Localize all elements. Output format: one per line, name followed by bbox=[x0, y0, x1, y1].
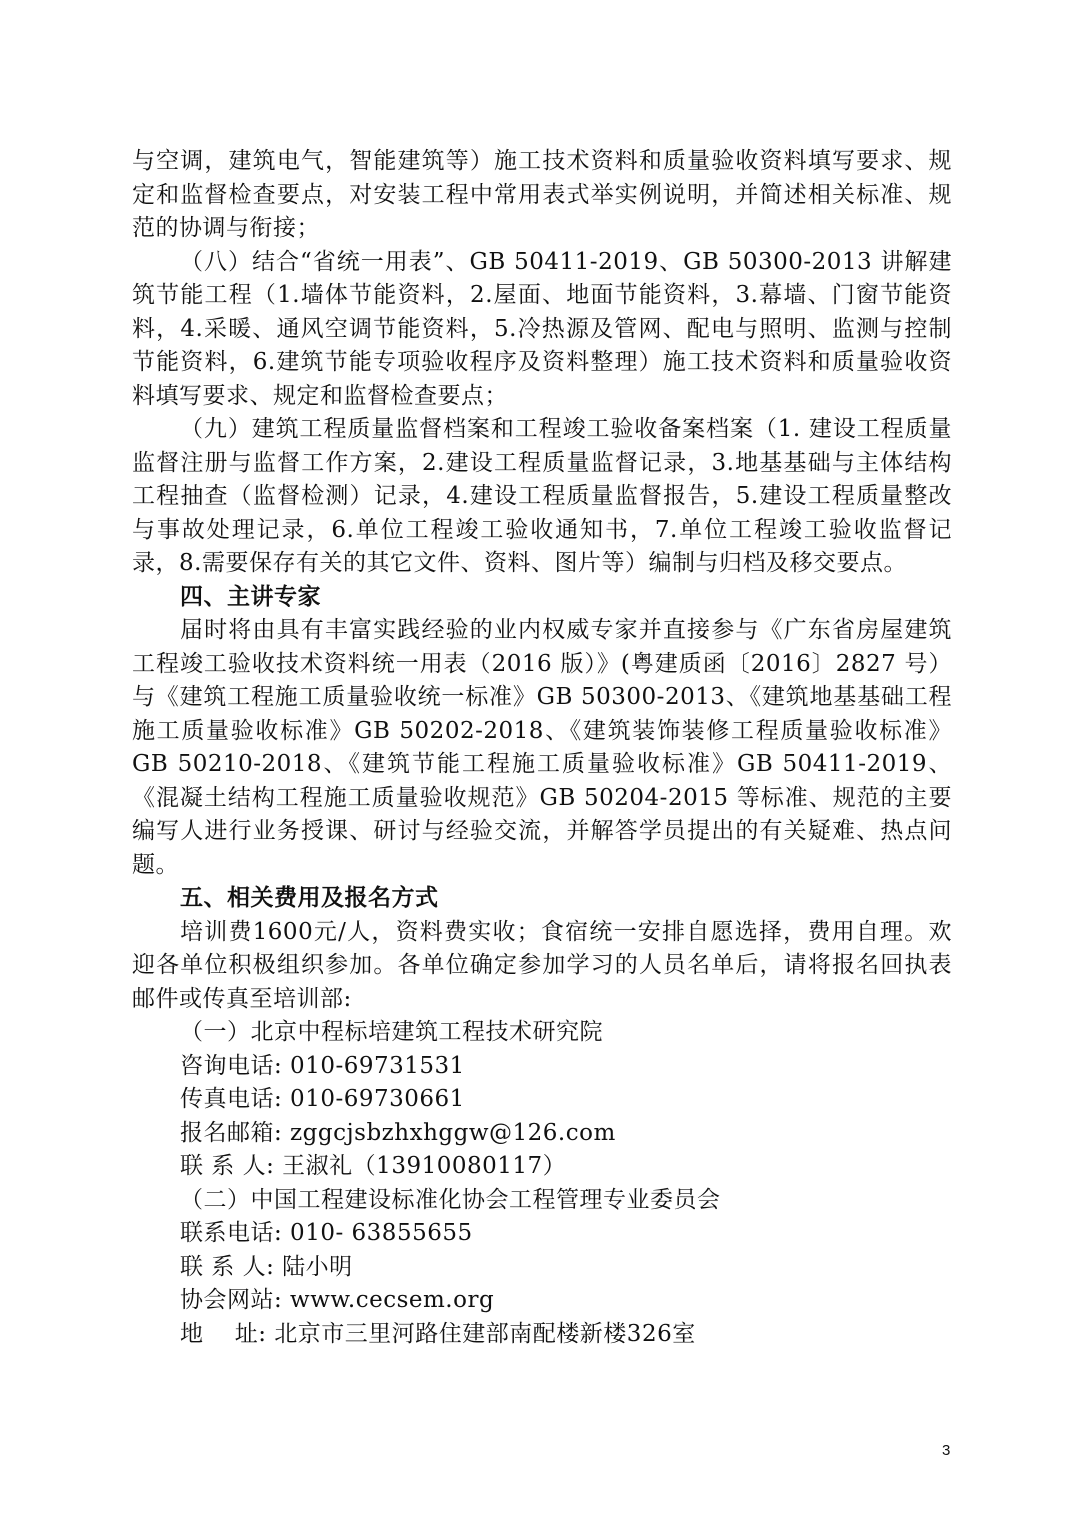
contact-website: 协会网站: www.cecsem.org bbox=[180, 1287, 495, 1313]
contact-email-one: 报名邮箱: zggcjsbzhxhggw@126.com bbox=[180, 1119, 616, 1146]
contact-address: 地 址: 北京市三里河路住建部南配楼新楼326室 bbox=[180, 1320, 696, 1347]
contact-org-one: （一）北京中程标培建筑工程技术研究院 bbox=[180, 1019, 603, 1045]
paragraph-installation-continuation: 与空调，建筑电气，智能建筑等）施工技术资料和质量验收资料填写要求、规定和监督检查要点，对安装工程中常用表式举实例说明，并简述相关标准、规范的协调与衔接； bbox=[132, 148, 952, 241]
paragraph-fees: 培训费1600元/人，资料费实收；食宿统一安排自愿选择，费用自理。欢迎各单位积极组织参加。各单位确定参加学习的人员名单后，请将报名回执表邮件或传真至培训部: bbox=[132, 918, 952, 1012]
paragraph-item-eight: （八）结合“省统一用表”、GB 50411-2019、GB 50300-2013 讲解建筑节能工程（1.墙体节能资料，2.屋面、地面节能资料，3.幕墙、门窗节能资料，4.采暖、通风空调节能资料，5.冷热源及管网、配电与照明、监测与控制节能资料，6.建筑节能专项验收程序及资料整理）施工技术资料和质量验收资料填写要求、规定和监督检查要点； bbox=[132, 248, 952, 409]
paragraph-experts: 届时将由具有丰富实践经验的业内权威专家并直接参与《广东省房屋建筑工程竣工验收技术资料统一用表（2016 版）》(粤建质函〔2016〕2827 号）与《建筑工程施工质量验收统一标准》GB 50300-2013、《建筑地基基础工程施工质量验收标准》GB 50202-2018、《建筑装饰装修工程质量验收标准》GB 50210-2018、《建筑节能工程施工质量验收标准》GB 50411-2019、《混凝土结构工程施工质量验收规范》GB 50204-2015 等标准、规范的主要编写人进行业务授课、研讨与经验交流，并解答学员提出的有关疑难、热点问题。 bbox=[132, 617, 952, 878]
contact-person-two: 联 系 人: 陆小明 bbox=[180, 1253, 353, 1280]
contact-phone-two: 联系电话: 010- 63855655 bbox=[180, 1220, 473, 1246]
contact-fax-one: 传真电话: 010-69730661 bbox=[180, 1086, 465, 1112]
document-body bbox=[132, 145, 952, 1351]
section-heading-four: 四、主讲专家 bbox=[180, 583, 321, 610]
paragraph-item-nine: （九）建筑工程质量监督档案和工程竣工验收备案档案（1. 建设工程质量监督注册与监督工作方案，2.建设工程质量监督记录，3.地基基础与主体结构工程抽查（监督检测）记录，4.建设工程质量监督报告，5.建设工程质量整改与事故处理记录，6.单位工程竣工验收通知书，7.单位工程竣工验收监督记录，8.需要保存有关的其它文件、资料、图片等）编制与归档及移交要点。 bbox=[132, 416, 952, 576]
contact-org-two: （二）中国工程建设标准化协会工程管理专业委员会 bbox=[180, 1186, 721, 1213]
contact-phone-one: 咨询电话: 010-69731531 bbox=[180, 1052, 465, 1079]
page-number: 3 bbox=[942, 1442, 951, 1459]
contact-person-one: 联 系 人: 王淑礼（13910080117） bbox=[180, 1153, 567, 1179]
section-heading-five: 五、相关费用及报名方式 bbox=[180, 885, 439, 911]
